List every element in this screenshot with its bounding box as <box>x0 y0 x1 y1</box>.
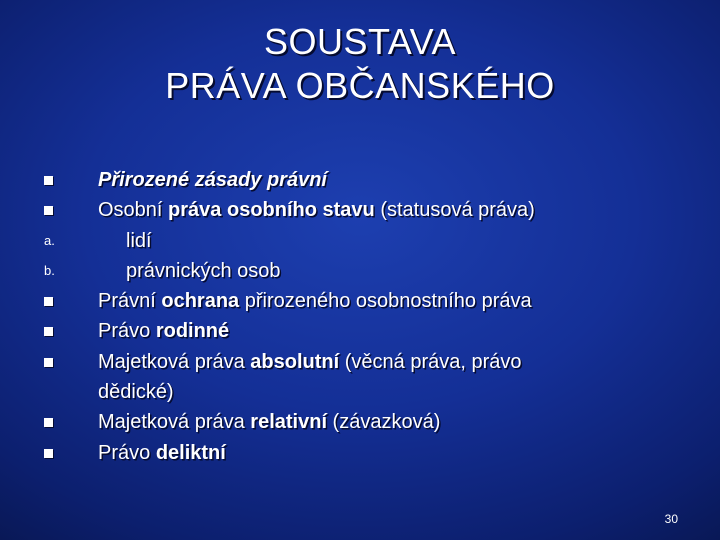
list-item <box>0 256 720 286</box>
list-item <box>0 407 720 437</box>
bullet-square-icon <box>44 449 53 458</box>
list-item <box>0 195 720 225</box>
item-text: lidí <box>126 229 152 252</box>
list-item <box>0 347 720 377</box>
item-text-bold: absolutní <box>250 350 340 373</box>
bullet-square-icon <box>44 358 53 367</box>
item-text: přirozeného osobnostního práva <box>239 290 532 313</box>
bullet-square-icon <box>44 418 53 427</box>
item-text: Přirozené zásady právní <box>98 169 327 191</box>
item-text-bold: deliktní <box>155 441 226 464</box>
bullet-list <box>0 165 720 468</box>
bullet-square-icon <box>44 206 53 215</box>
list-item <box>0 165 720 195</box>
item-text: Majetková práva <box>98 350 251 373</box>
item-text: dědické) <box>98 381 174 404</box>
item-text: Osobní <box>98 199 169 222</box>
list-item <box>0 286 720 316</box>
item-text: (závazková) <box>327 411 441 434</box>
item-text: Právní <box>98 290 162 313</box>
bullet-square-icon <box>44 297 53 306</box>
slide-title <box>0 20 720 108</box>
sub-marker: b. <box>44 262 55 278</box>
page-number: 30 <box>664 512 678 526</box>
list-item <box>0 226 720 256</box>
list-item <box>0 316 720 346</box>
item-text: Právo <box>98 441 156 464</box>
title-line-1: SOUSTAVA <box>263 21 457 62</box>
item-text: Majetková práva <box>98 411 251 434</box>
bullet-square-icon <box>44 176 53 185</box>
list-item-continuation <box>0 377 720 407</box>
item-text-bold: rodinné <box>155 320 230 343</box>
item-text: Právo <box>98 320 156 343</box>
list-item <box>0 438 720 468</box>
title-line-2: PRÁVA OBČANSKÉHO <box>165 65 555 106</box>
item-text: právnických osob <box>126 259 281 282</box>
item-text-bold: práva osobního stavu <box>168 199 375 222</box>
item-text-bold: ochrana <box>161 290 240 313</box>
item-text: (statusová práva) <box>374 199 535 222</box>
item-text: (věcná práva, právo <box>339 350 522 373</box>
sub-marker: a. <box>44 232 55 248</box>
item-text-bold: relativní <box>250 411 327 434</box>
bullet-square-icon <box>44 327 53 336</box>
